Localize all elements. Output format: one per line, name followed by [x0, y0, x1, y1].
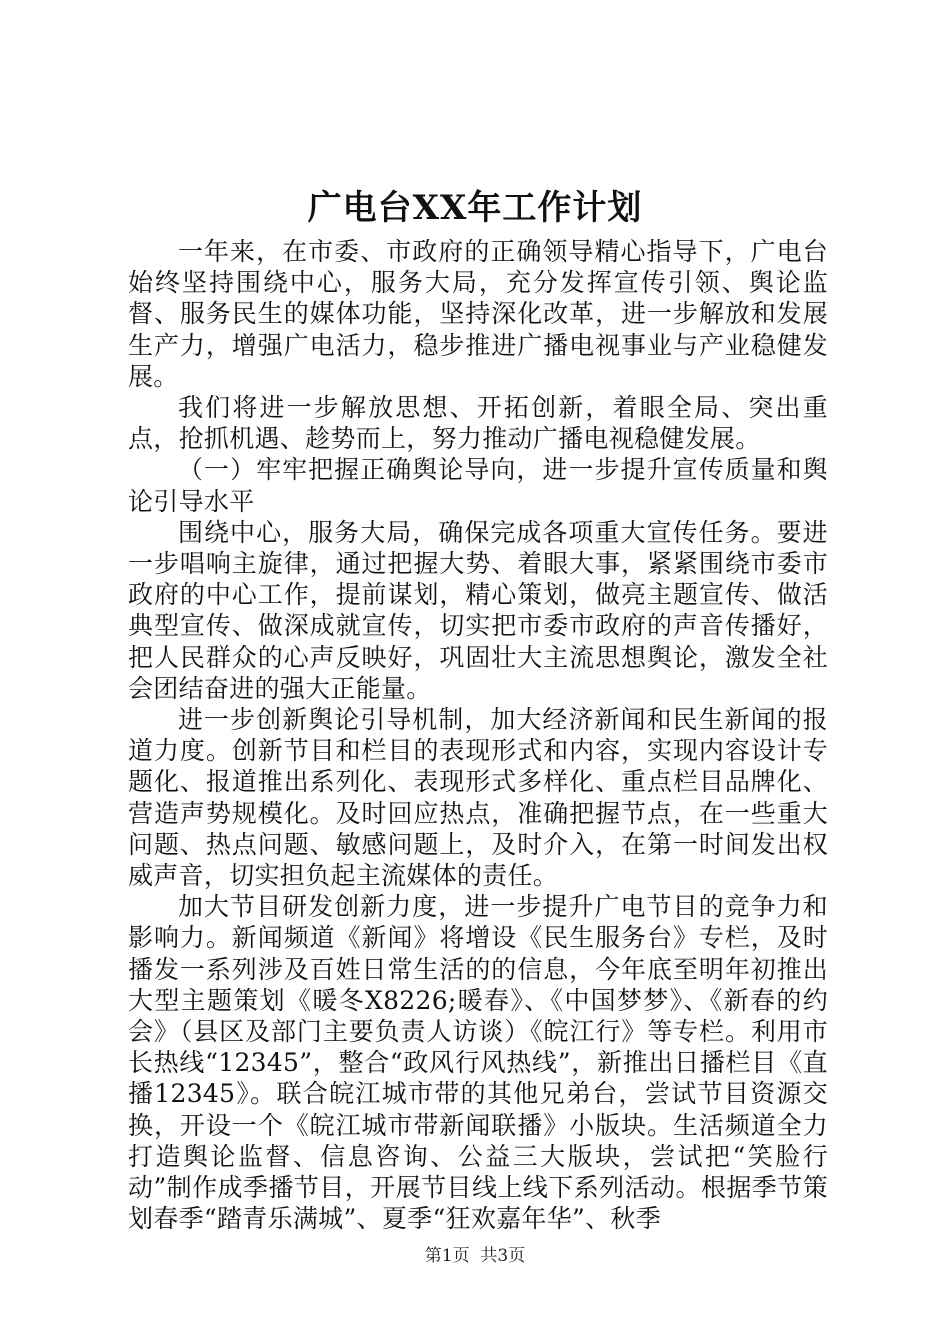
paragraph-propaganda: 围绕中心，服务大局，确保完成各项重大宣传任务。要进一步唱响主旋律，通过把握大势、着眼大事，紧紧围绕市委市政府的中心工作，提前谋划，精心策划，做亮主题宣传、做活典型宣传、做深成就宣传，切实把市委市政府的声音传播好，把人民群众的心声反映好，巩固壮大主流思想舆论，激发全社会团结奋进的强大正能量。: [128, 517, 828, 703]
paragraph-programs: 加大节目研发创新力度，进一步提升广电节目的竞争力和影响力。新闻频道《新闻》将增设《民生服务台》专栏，及时播发一系列涉及百姓日常生活的的信息，今年底至明年初推出大型主题策划《暖冬X8226;暖春》、《中国梦梦》、《新春的约会》（县区及部门主要负责人访谈）《皖江行》等专栏。利用市长热线“12345”，整合“政风行风热线”，新推出日播栏目《直播12345》。联合皖江城市带的其他兄弟台，尝试节目资源交换，开设一个《皖江城市带新闻联播》小版块。生活频道全力打造舆论监督、信息咨询、公益三大版块，尝试把“笑脸行动”制作成季播节目，开展节目线上线下系列活动。根据季节策划春季“踏青乐满城”、夏季“狂欢嘉年华”、秋季: [128, 892, 828, 1234]
paragraph-plan: 我们将进一步解放思想、开拓创新，着眼全局、突出重点，抢抓机遇、趁势而上，努力推动广播电视稳健发展。: [128, 393, 828, 454]
paragraph-guidance: 进一步创新舆论引导机制，加大经济新闻和民生新闻的报道力度。创新节目和栏目的表现形式和内容，实现内容设计专题化、报道推出系列化、表现形式多样化、重点栏目品牌化、营造声势规模化。及时回应热点，准确把握节点，在一些重大问题、热点问题、敏感问题上，及时介入，在第一时间发出权威声音，切实担负起主流媒体的责任。: [128, 705, 828, 891]
section-heading-1: （一）牢牢把握正确舆论导向，进一步提升宣传质量和舆论引导水平: [128, 455, 828, 516]
document-body: [128, 236, 828, 1235]
page-number-current: 第1页: [424, 1246, 470, 1266]
footer-spacer: [470, 1246, 481, 1266]
paragraph-intro: 一年来，在市委、市政府的正确领导精心指导下，广电台始终坚持围绕中心，服务大局，充分发挥宣传引领、舆论监督、服务民生的媒体功能，坚持深化改革，进一步解放和发展生产力，增强广电活力，稳步推进广播电视事业与产业稳健发展。: [128, 237, 828, 391]
page-number-total: 共3页: [480, 1246, 526, 1266]
document-title: 广电台XX年工作计划: [307, 188, 643, 228]
page-footer: [0, 1244, 950, 1268]
